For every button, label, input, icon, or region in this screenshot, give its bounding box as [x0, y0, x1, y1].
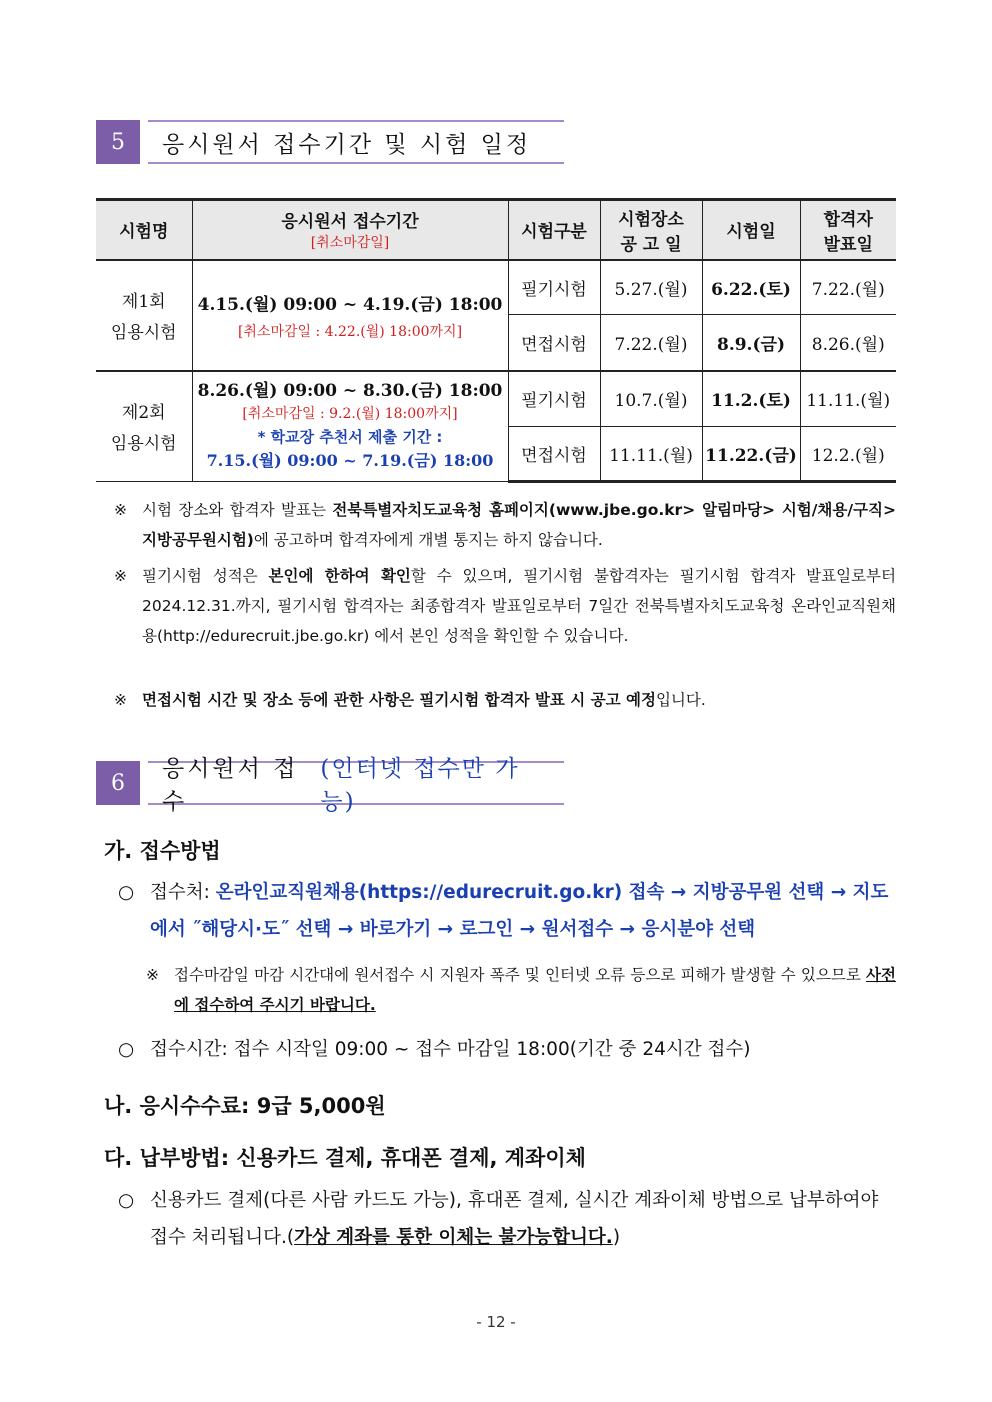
schedule-table	[96, 198, 896, 483]
table-header-row	[96, 200, 896, 260]
section-number: 5	[96, 120, 140, 164]
table-row	[96, 260, 896, 315]
period-cell: 4.15.(월) 09:00 ~ 4.19.(금) 18:00 [취소마감일 : 4.22.(월) 18:00까지]	[192, 260, 508, 371]
exam-date-cell: 11.22.(금)	[702, 427, 800, 482]
section-title: 응시원서 접수 (인터넷 접수만 가능)	[148, 761, 564, 805]
header-exam-date: 시험일	[702, 200, 800, 260]
bullet-mark: ○	[118, 1190, 135, 1211]
note-2: ※ 필기시험 성적은 본인에 한하여 확인할 수 있으며, 필기시험 불합격자는 필기시험 합격자 발표일로부터 2024.12.31.까지, 필기시험 합격자는 최종합격자 발표일로부터 7일간 전북특별자치도교육청 온라인교직원채용(http://edurecruit.jbe.go.kr) 에서 본인 성적을 확인할 수 있습니다.	[114, 561, 896, 651]
exam-type-cell: 면접시험	[508, 315, 600, 371]
bullet-mark: ○	[118, 1039, 135, 1060]
subheading-na: 나. 응시수수료: 9급 5,000원	[104, 1094, 386, 1118]
header-result-date: 합격자 발표일	[800, 200, 896, 260]
note-mark: ※	[114, 501, 127, 519]
exam-date-cell: 11.2.(토)	[702, 371, 800, 427]
note-3: ※ 면접시험 시간 및 장소 등에 관한 사항은 필기시험 합격자 발표 시 공고 예정입니다.	[114, 685, 896, 715]
section-title: 응시원서 접수기간 및 시험 일정	[148, 120, 564, 164]
period-cell: 8.26.(월) 09:00 ~ 8.30.(금) 18:00 [취소마감일 : 9.2.(월) 18:00까지] * 학교장 추천서 제출 기간 : 7.15.(월) 09:00 ~ 7.19.(금) 18:00	[192, 371, 508, 482]
exam-name-cell: 제2회 임용시험	[96, 371, 192, 482]
result-date-cell: 7.22.(월)	[800, 260, 896, 315]
exam-date-cell: 8.9.(금)	[702, 315, 800, 371]
section-5-header	[96, 120, 564, 164]
header-exam-name: 시험명	[96, 200, 192, 260]
result-date-cell: 11.11.(월)	[800, 371, 896, 427]
result-date-cell: 8.26.(월)	[800, 315, 896, 371]
venue-date-cell: 5.27.(월)	[600, 260, 702, 315]
note-1: ※ 시험 장소와 합격자 발표는 전북특별자치도교육청 홈페이지(www.jbe.go.kr> 알림마당> 시험/채용/구직> 지방공무원시험)에 공고하며 합격자에게 개별 통지는 하지 않습니다.	[114, 495, 896, 555]
section-number: 6	[96, 761, 140, 805]
exam-type-cell: 필기시험	[508, 260, 600, 315]
subheading-ga: 가. 접수방법	[104, 839, 221, 863]
page-number: - 12 -	[476, 1313, 516, 1331]
note-mark: ※	[114, 691, 127, 709]
subheading-da: 다. 납부방법: 신용카드 결제, 휴대폰 결제, 계좌이체	[104, 1146, 586, 1170]
venue-date-cell: 10.7.(월)	[600, 371, 702, 427]
venue-date-cell: 11.11.(월)	[600, 427, 702, 482]
header-exam-type: 시험구분	[508, 200, 600, 260]
bullet-time: ○ 접수시간: 접수 시작일 09:00 ~ 접수 마감일 18:00(기간 중 24시간 접수)	[118, 1031, 896, 1068]
exam-name-cell: 제1회 임용시험	[96, 260, 192, 371]
header-period: 응시원서 접수기간 [취소마감일]	[192, 200, 508, 260]
note-mark: ※	[114, 567, 127, 585]
note-mark: ※	[146, 966, 159, 984]
section-6-header	[96, 756, 564, 815]
bullet-mark: ○	[118, 882, 135, 903]
result-date-cell: 12.2.(월)	[800, 427, 896, 482]
bullet-payment: ○ 신용카드 결제(다른 사람 카드도 가능), 휴대폰 결제, 실시간 계좌이체 방법으로 납부하여야 접수 처리됩니다.(가상 계좌를 통한 이체는 불가능합니다.)	[118, 1182, 896, 1256]
venue-date-cell: 7.22.(월)	[600, 315, 702, 371]
exam-type-cell: 면접시험	[508, 427, 600, 482]
header-venue-notice: 시험장소 공 고 일	[600, 200, 702, 260]
exam-date-cell: 6.22.(토)	[702, 260, 800, 315]
note-warning: ※ 접수마감일 마감 시간대에 원서접수 시 지원자 폭주 및 인터넷 오류 등으로 피해가 발생할 수 있으므로 사전에 접수하여 주시기 바랍니다.	[146, 960, 896, 1020]
bullet-where: ○ 접수처: 온라인교직원채용(https://edurecruit.go.kr) 접속 → 지방공무원 선택 → 지도에서 ˝해당시·도˝ 선택 → 바로가기 → 로그인 → 원서접수 → 응시분야 선택	[118, 874, 896, 948]
table-row	[96, 371, 896, 427]
exam-type-cell: 필기시험	[508, 371, 600, 427]
